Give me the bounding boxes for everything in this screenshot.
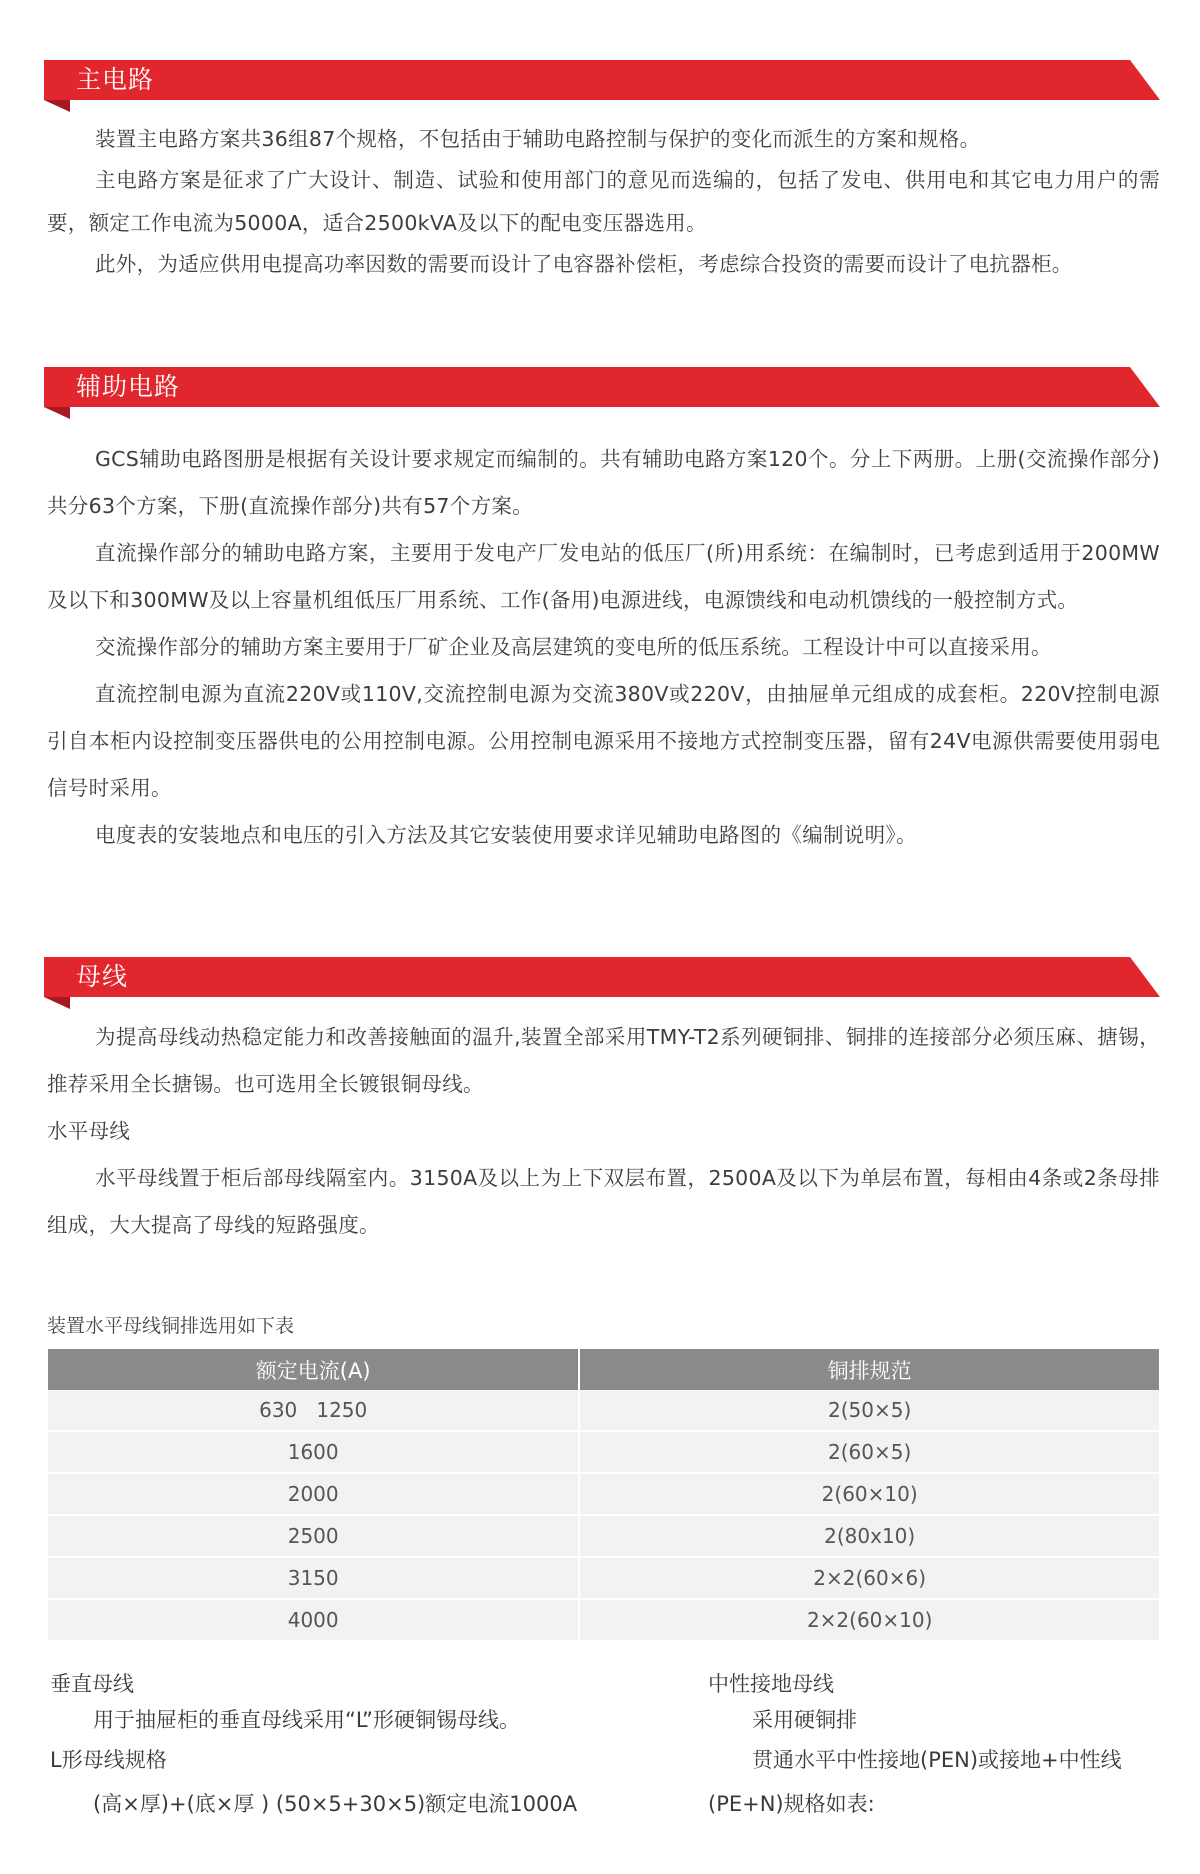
section-title: 母线 [76,962,129,991]
paragraph: 直流操作部分的辅助电路方案，主要用于发电产厂发电站的低压厂(所)用系统：在编制时，已考虑到适用于200MW及以下和300MW及以上容量机组低压厂用系统、工作(备用)电源进线，电源馈线和电动机馈线的一般控制方式。 [47,541,1160,612]
vertical-busbar-desc: 用于抽屉柜的垂直母线采用“L”形硬铜锡母线。 [93,1708,520,1732]
table-row [48,1557,1159,1599]
table-row [48,1431,1159,1473]
neutral-busbar-line3: (PE+N)规格如表: [708,1792,875,1816]
paragraph: 主电路方案是征求了广大设计、制造、试验和使用部门的意见而选编的，包括了发电、供用电和其它电力用户的需要，额定工作电流为5000A，适合2500kVA及以下的配电变压器选用。 [47,168,1160,235]
section-banner-aux-circuit [44,367,1160,407]
main-circuit-text [47,118,1160,286]
section-banner-main-circuit [44,60,1160,100]
cell-current: 1600 [48,1431,579,1473]
banner-shape [44,957,1160,1009]
cell-spec: 2×2(60×6) [579,1557,1159,1599]
cell-spec: 2×2(60×10) [579,1599,1159,1641]
l-busbar-spec-value: (高×厚)+(底×厚 ) (50×5+30×5)额定电流1000A [93,1792,578,1816]
cell-current: 4000 [48,1599,579,1641]
cell-current: 2000 [48,1473,579,1515]
cell-spec: 2(60×10) [579,1473,1159,1515]
cell-current: 3150 [48,1557,579,1599]
banner-shape [44,60,1160,112]
paragraph: 水平母线置于柜后部母线隔室内。3150A及以上为上下双层布置，2500A及以下为单层布置，每相由4条或2条母排组成，大大提高了母线的短路强度。 [47,1166,1160,1237]
aux-circuit-text [47,436,1160,859]
banner-shape [44,367,1160,419]
table-row [48,1473,1159,1515]
section-title: 主电路 [76,65,155,94]
paragraph: 直流控制电源为直流220V或110V,交流控制电源为交流380V或220V，由抽屉单元组成的成套柜。220V控制电源引自本柜内设控制变压器供电的公用控制电源。公用控制电源采用不接地方式控制变压器，留有24V电源供需要使用弱电信号时采用。 [47,682,1160,800]
table-header-row [48,1349,1159,1390]
section-banner-busbar [44,957,1160,997]
table-row [48,1515,1159,1557]
paragraph: 交流操作部分的辅助方案主要用于厂矿企业及高层建筑的变电所的低压系统。工程设计中可以直接采用。 [95,635,1052,659]
vertical-busbar-heading: 垂直母线 [50,1672,134,1696]
busbar-spec-table [48,1349,1159,1642]
paragraph: 电度表的安装地点和电压的引入方法及其它安装使用要求详见辅助电路图的《编制说明》。 [95,823,917,847]
table-row [48,1599,1159,1641]
cell-spec: 2(50×5) [579,1390,1159,1431]
column-header-spec: 铜排规范 [579,1349,1159,1390]
table-caption: 装置水平母线铜排选用如下表 [47,1315,295,1337]
paragraph: GCS辅助电路图册是根据有关设计要求规定而编制的。共有辅助电路方案120个。分上下两册。上册(交流操作部分)共分63个方案，下册(直流操作部分)共有57个方案。 [47,447,1160,518]
busbar-text [47,1014,1160,1249]
cell-spec: 2(80x10) [579,1515,1159,1557]
neutral-busbar-line2: 贯通水平中性接地(PEN)或接地+中性线 [752,1748,1122,1772]
cell-current: 630 1250 [48,1390,579,1431]
section-title: 辅助电路 [76,372,181,401]
paragraph: 为提高母线动热稳定能力和改善接触面的温升,装置全部采用TMY-T2系列硬铜排、铜排的连接部分必须压麻、搪锡，推荐采用全长搪锡。也可选用全长镀银铜母线。 [47,1025,1160,1096]
horizontal-busbar-heading: 水平母线 [47,1119,131,1143]
neutral-busbar-heading: 中性接地母线 [708,1672,834,1696]
paragraph: 此外，为适应供用电提高功率因数的需要而设计了电容器补偿柜，考虑综合投资的需要而设计了电抗器柜。 [95,252,1073,276]
neutral-busbar-line1: 采用硬铜排 [752,1708,857,1732]
cell-spec: 2(60×5) [579,1431,1159,1473]
column-header-current: 额定电流(A) [48,1349,579,1390]
l-busbar-spec-heading: L形母线规格 [50,1748,167,1772]
cell-current: 2500 [48,1515,579,1557]
paragraph: 装置主电路方案共36组87个规格，不包括由于辅助电路控制与保护的变化而派生的方案和规格。 [95,127,981,151]
table-row [48,1390,1159,1431]
